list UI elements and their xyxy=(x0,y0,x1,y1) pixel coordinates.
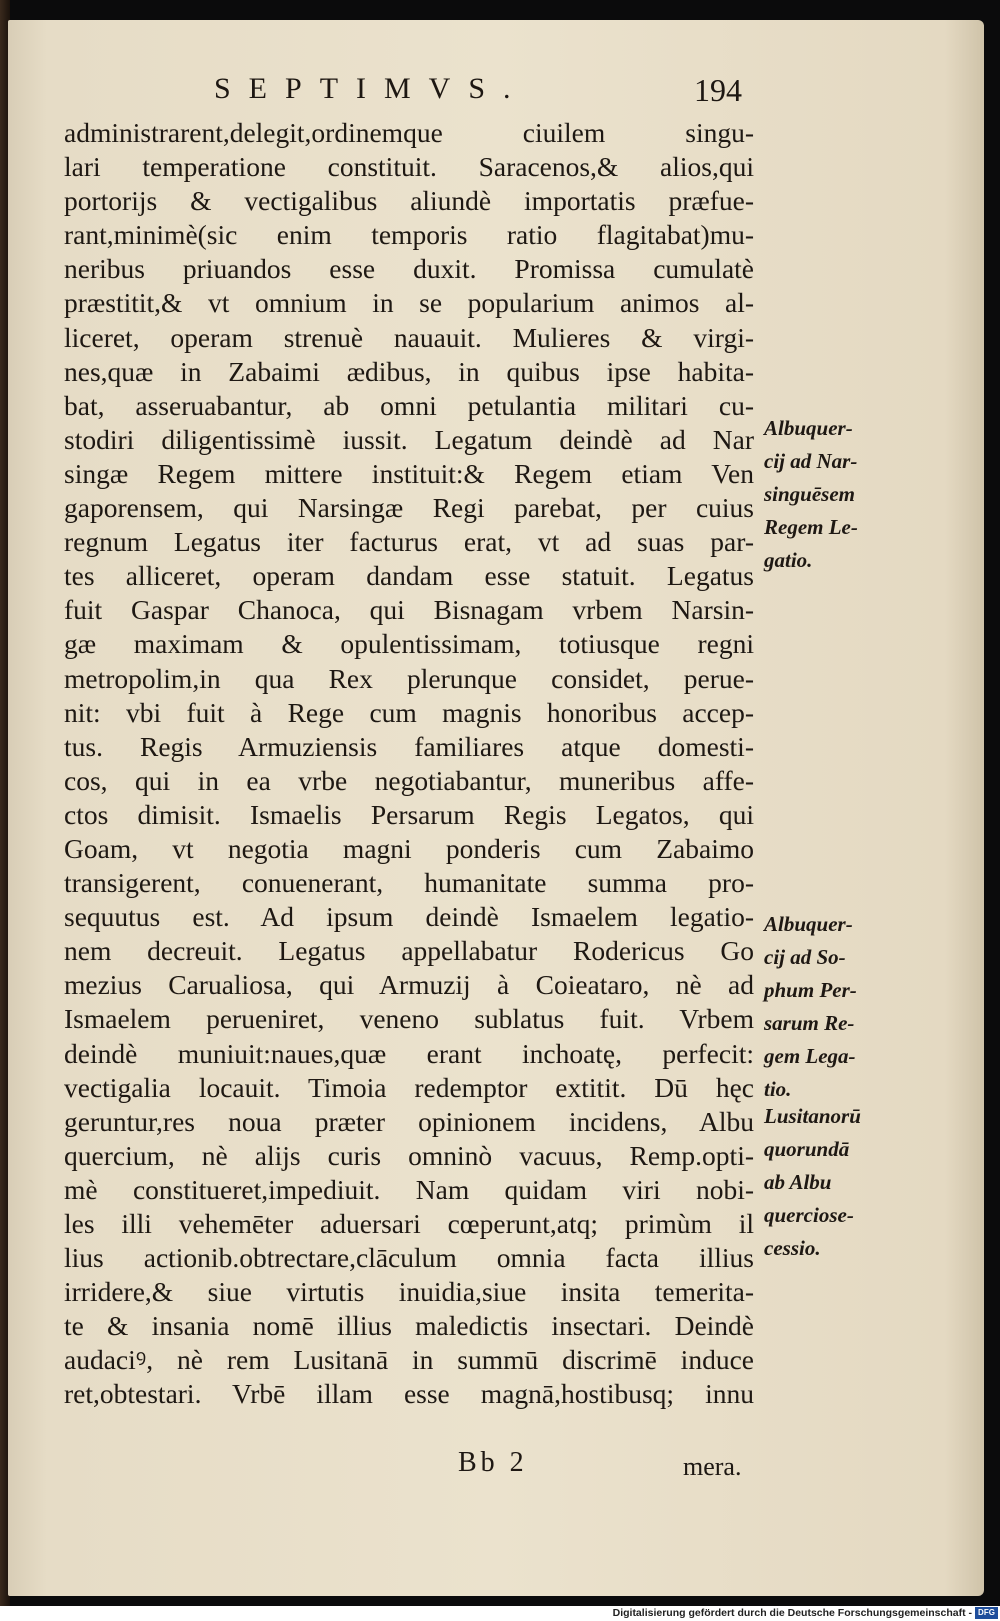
text-line: stodiri diligentissimè iussit. Legatum deindè ad Nar xyxy=(64,423,754,455)
text-line: irridere,& siue virtutis inuidia,siue insita temerita- xyxy=(64,1276,754,1308)
text-line: nem decreuit. Legatus appellabatur Rodericus Go xyxy=(64,935,754,967)
text-line: rant,minimè(sic enim temporis ratio flagitabat)mu- xyxy=(64,219,754,251)
text-line: Ismaelem perueniret, veneno sublatus fuit. Vrbem xyxy=(64,1003,754,1035)
marginal-note-line: ab Albu xyxy=(764,1170,832,1194)
marginal-note-line: sarum Re- xyxy=(764,1011,855,1035)
marginal-note-line: tio. xyxy=(764,1077,792,1101)
text-line: mè constitueret,impediuit. Nam quidam viri nobi- xyxy=(64,1173,754,1205)
marginal-note-line: phum Per- xyxy=(764,978,857,1002)
dfg-logo: DFG xyxy=(975,1607,998,1619)
text-line: liceret, operam strenuè nauauit. Mulieres & virgi- xyxy=(64,321,754,353)
marginal-note-line: Albuquer- xyxy=(764,912,853,936)
text-line: gæ maximam & opulentissimam, totiusque regni xyxy=(64,628,754,660)
marginal-note-line: cij ad So- xyxy=(764,945,846,969)
text-line: te & insania nomē illius maledictis insectari. Deindè xyxy=(64,1310,754,1342)
text-line: fuit Gaspar Chanoca, qui Bisnagam vrbem Narsin- xyxy=(64,594,754,626)
text-line: gaporensem, qui Narsingæ Regi parebat, per cuius xyxy=(64,492,754,524)
text-line: vectigalia locauit. Timoia redemptor extitit. Dū hęc xyxy=(64,1071,754,1103)
text-line: quercium, nè alijs curis omninò vacuus, Remp.opti- xyxy=(64,1139,754,1171)
text-line: singæ Regem mittere instituit:& Regem etiam Ven xyxy=(64,457,754,489)
text-line: transigerent, conuenerant, humanitate summa pro- xyxy=(64,867,754,899)
marginal-note-line: querciose- xyxy=(764,1203,854,1227)
text-line: sequutus est. Ad ipsum deindè Ismaelem legatio- xyxy=(64,901,754,933)
marginal-note-line: cessio. xyxy=(764,1236,821,1260)
text-line: les illi vehemēter aduersari cœperunt,atq; primùm il xyxy=(64,1208,754,1239)
text-line: metropolim,in qua Rex plerunque considet, perue- xyxy=(64,662,754,694)
text-line: administrarent,delegit,ordinemque ciuilem singu- xyxy=(64,117,754,148)
text-line: Goam, vt negotia magni ponderis cum Zabaimo xyxy=(64,832,754,864)
text-line: præstitit,& vt omnium in se popularium animos al- xyxy=(64,287,754,319)
marginal-note-line: gatio. xyxy=(764,548,813,572)
marginal-note-line: Lusitanorū xyxy=(764,1104,861,1128)
text-line: lari temperatione constituit. Saracenos,& alios,qui xyxy=(64,151,754,183)
text-line: geruntur,res noua præter opinionem incidens, Albu xyxy=(64,1105,754,1137)
text-line: portorijs & vectigalibus aliundè importatis præfue- xyxy=(64,185,754,217)
text-line: ret,obtestari. Vrbē illam esse magnā,hostibusq; innu xyxy=(64,1378,754,1410)
running-head: SEPTIMVS. xyxy=(214,72,529,105)
text-line: regnum Legatus iter facturus erat, vt ad suas par- xyxy=(64,526,754,558)
page-number: 194 xyxy=(694,72,742,108)
marginal-note-line: singuēsem xyxy=(764,482,856,506)
printer-signature-mark: Bb 2 xyxy=(458,1447,528,1478)
marginal-note-line: Albuquer- xyxy=(764,416,853,440)
text-line: bat, asseruabantur, ab omni petulantia militari cu- xyxy=(64,389,754,421)
marginal-note-secession xyxy=(764,1100,894,1265)
marginal-note-line: cij ad Nar- xyxy=(764,449,858,473)
main-text-block xyxy=(64,116,754,1412)
text-line: ctos dimisit. Ismaelis Persarum Regis Legatos, qui xyxy=(64,798,754,830)
marginal-note-legation-narsinga xyxy=(764,412,894,577)
text-line: nes,quæ in Zabaimi ædibus, in quibus ipse habita- xyxy=(64,355,754,387)
marginal-note-legation-persia xyxy=(764,908,894,1106)
marginal-note-line: Regem Le- xyxy=(764,515,858,539)
text-line: mezius Carualiosa, qui Armuzij à Coieataro, nè ad xyxy=(64,969,754,1001)
text-line: tes alliceret, operam dandam esse statuit. Legatus xyxy=(64,560,754,592)
text-line: tus. Regis Armuziensis familiares atque domesti- xyxy=(64,730,754,762)
text-line: audaciꝰ, nè rem Lusitanā in summū discrimē induce xyxy=(64,1344,754,1376)
digitization-credit: Digitalisierung gefördert durch die Deutsche Forschungsgemeinschaft - xyxy=(612,1607,972,1619)
catchword: mera. xyxy=(683,1452,742,1481)
text-line: deindè muniuit:naues,quæ erant inchoatę, perfecit: xyxy=(64,1037,754,1069)
marginal-note-line: gem Lega- xyxy=(764,1044,856,1068)
text-line: lius actionib.obtrectare,clāculum omnia facta illius xyxy=(64,1242,754,1274)
text-line: neribus priuandos esse duxit. Promissa cumulatè xyxy=(64,253,754,285)
text-line: nit: vbi fuit à Rege cum magnis honoribus accep- xyxy=(64,696,754,728)
marginal-note-line: quorundā xyxy=(764,1137,850,1161)
text-line: cos, qui in ea vrbe negotiabantur, muneribus affe- xyxy=(64,764,754,796)
